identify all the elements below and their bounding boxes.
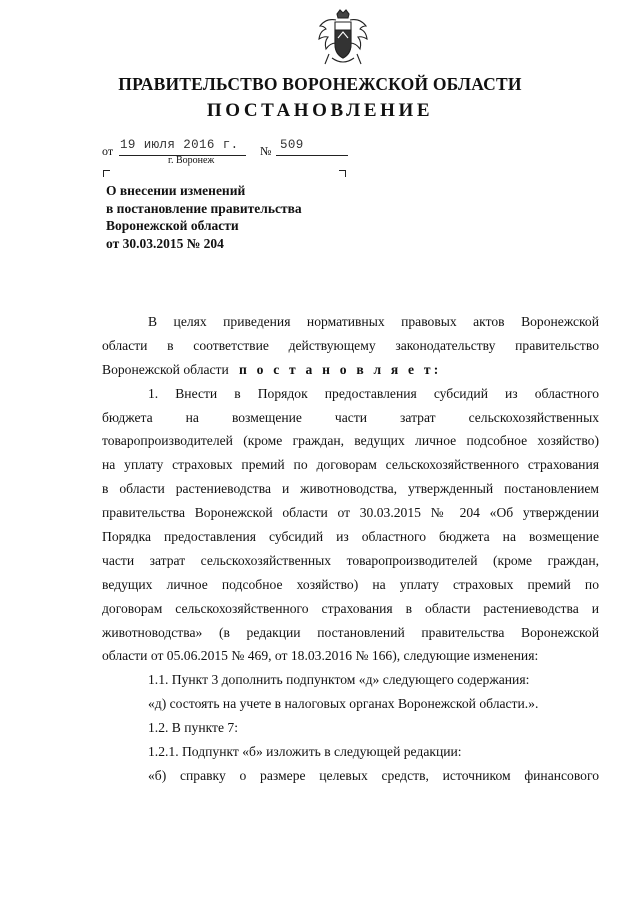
- number-underline: [276, 155, 348, 156]
- document-type-title: ПОСТАНОВЛЕНИЕ: [206, 100, 434, 121]
- item1-line: в области растениеводства и животноводства, утвержденный постановлением: [102, 481, 599, 497]
- item1-line: договорам сельскохозяйственного страхования в области растениеводства и: [102, 600, 599, 616]
- date-prefix: от: [102, 144, 114, 158]
- subject-corner-right: [339, 170, 346, 177]
- preamble-line: области в соответствие действующему законодательству правительство: [102, 337, 599, 353]
- item1-2-1-text: «б) справку о размере целевых средств, источником финансового: [148, 767, 599, 783]
- item1-line: 1. Внести в Порядок предоставления субсидий из областного: [148, 385, 599, 401]
- city-label: г. Воронеж: [168, 155, 215, 166]
- subject-line: О внесении изменений: [106, 183, 246, 198]
- item1-2-heading: 1.2. В пункте 7:: [148, 720, 238, 736]
- item1-line: на уплату страховых премий по договорам сельскохозяйственного страхования: [102, 457, 599, 473]
- item1-2-1-heading: 1.2.1. Подпункт «б» изложить в следующей редакции:: [148, 744, 462, 760]
- item1-1-heading: 1.1. Пункт 3 дополнить подпунктом «д» следующего содержания:: [148, 672, 530, 688]
- subject-line: Воронежской области: [106, 218, 239, 233]
- number-value: 509: [280, 138, 304, 152]
- preamble-last-line: [102, 358, 599, 382]
- organization-title: ПРАВИТЕЛЬСТВО ВОРОНЕЖСКОЙ ОБЛАСТИ: [118, 74, 522, 94]
- item1-line: части затрат сельскохозяйственных товаропроизводителей (кроме граждан,: [102, 552, 599, 568]
- subject-corner-left: [103, 170, 110, 177]
- item1-line: Порядка предоставления субсидий из областного бюджета на возмещение: [102, 529, 599, 545]
- item1-line: товаропроизводителей (кроме граждан, ведущих личное подсобное хозяйство): [102, 433, 599, 449]
- item1-1-text: «д) состоять на учете в налоговых органах Воронежской области.».: [148, 696, 539, 712]
- decree-word: п о с т а н о в л я е т:: [238, 361, 442, 377]
- item1-line: правительства Воронежской области от 30.03.2015 № 204 «Об утверждении: [102, 505, 599, 521]
- item1-line: животноводства» (в редакции постановлений правительства Воронежской: [102, 624, 599, 640]
- date-number-line: [102, 138, 362, 160]
- preamble-line: В целях приведения нормативных правовых актов Воронежской: [148, 314, 599, 329]
- date-value: 19 июля 2016 г.: [120, 138, 239, 152]
- item1-last-line: области от 05.06.2015 № 469, от 18.03.2016 № 166), следующие изменения:: [102, 648, 539, 664]
- item1-line: бюджета на возмещение части затрат сельскохозяйственных: [102, 409, 599, 425]
- subject-block: [106, 182, 356, 252]
- number-prefix: №: [260, 144, 272, 158]
- subject-line: в постановление правительства: [106, 200, 302, 216]
- item1-line: ведущих личное подсобное хозяйство) на уплату страховых премий по: [102, 576, 599, 592]
- subject-line: от 30.03.2015 № 204: [106, 235, 224, 251]
- coat-of-arms-emblem: [314, 8, 372, 70]
- document-body: [102, 310, 599, 788]
- preamble-region: Воронежской области: [102, 361, 229, 377]
